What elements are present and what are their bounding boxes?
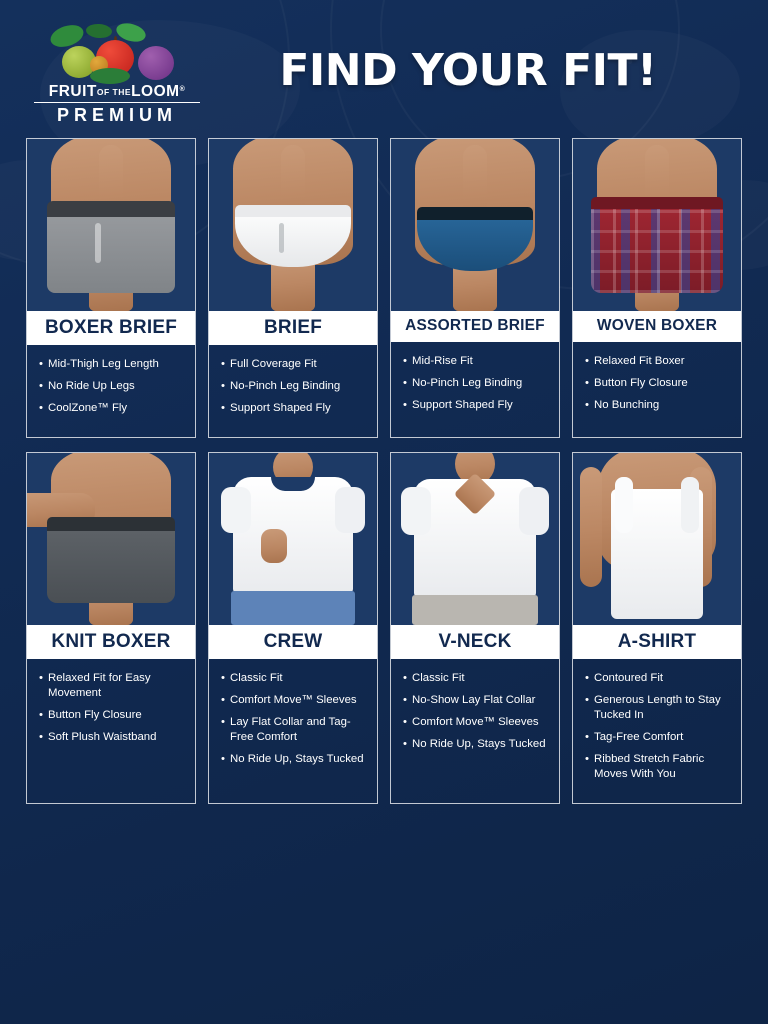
feature-text: Tag-Free Comfort [594,731,684,744]
feature-item [585,730,731,745]
feature-text: Support Shaped Fly [412,398,513,411]
product-photo-assorted-brief [391,139,559,311]
feature-item [585,671,731,686]
product-photo-crew [209,453,377,625]
product-photo-woven-boxer [573,139,741,311]
feature-text: Mid-Thigh Leg Length [48,358,159,370]
feature-text: Relaxed Fit Boxer [594,354,685,367]
feature-item [221,715,367,745]
bullet-icon: • [221,358,225,370]
feature-list-v-neck [391,659,559,803]
fit-label-a-shirt: A-SHIRT [573,625,741,659]
feature-item [403,398,549,413]
fit-label-knit-boxer: KNIT BOXER [27,625,195,659]
feature-item [585,376,731,391]
bullet-icon: • [39,731,43,744]
brand-logo [22,24,212,125]
feature-list-a-shirt [573,659,741,803]
page-header [0,0,768,138]
product-photo-brief [209,139,377,311]
product-photo-a-shirt [573,453,741,625]
fit-label-brief: BRIEF [209,311,377,345]
feature-text: No Ride Up Legs [48,380,135,393]
feature-item [221,671,367,686]
bullet-icon: • [39,709,43,722]
bullet-icon: • [585,672,589,685]
fit-label-assorted-brief: ASSORTED BRIEF [391,311,559,342]
feature-text: Soft Plush Waistband [48,731,157,744]
feature-text: Support Shaped Fly [230,402,331,415]
feature-text: Classic Fit [412,672,465,685]
feature-item [39,708,185,723]
fit-card-woven-boxer[interactable] [572,138,742,438]
feature-list-crew [209,659,377,803]
feature-text: Classic Fit [230,672,283,685]
bullet-icon: • [585,694,589,707]
feature-text: No Ride Up, Stays Tucked [230,753,364,766]
brand-divider [34,102,200,103]
feature-text: Relaxed Fit for Easy Movement [48,672,151,700]
brand-name-ofthe: OF THE [96,86,132,97]
feature-item [39,730,185,745]
feature-item [403,354,549,369]
feature-item [221,693,367,708]
bullet-icon: • [403,694,407,707]
fit-card-assorted-brief[interactable] [390,138,560,438]
bullet-icon: • [585,731,589,744]
feature-item [221,401,367,416]
feature-item [403,671,549,686]
bullet-icon: • [403,354,407,367]
fit-label-v-neck: V-NECK [391,625,559,659]
bullet-icon: • [221,402,225,415]
feature-text: Full Coverage Fit [230,358,317,370]
feature-item [403,737,549,752]
feature-text: No Ride Up, Stays Tucked [412,738,546,751]
feature-text: No-Pinch Leg Binding [412,376,523,389]
feature-text: Mid-Rise Fit [412,354,473,367]
feature-text: No-Show Lay Flat Collar [412,694,536,707]
feature-item [403,376,549,391]
feature-item [585,693,731,723]
brand-registered-mark: ® [179,85,186,93]
fit-card-grid [0,138,768,804]
bullet-icon: • [403,376,407,389]
bullet-icon: • [403,716,407,729]
brand-name [22,84,212,100]
product-photo-knit-boxer [27,453,195,625]
feature-text: Button Fly Closure [48,709,142,722]
bullet-icon: • [39,672,43,685]
feature-item [221,379,367,394]
feature-text: Contoured Fit [594,672,664,685]
feature-list-woven-boxer [573,342,741,438]
bullet-icon: • [221,380,225,393]
product-photo-boxer-brief [27,139,195,311]
bullet-icon: • [39,358,43,370]
feature-text: Ribbed Stretch Fabric Moves With You [594,753,705,781]
feature-list-assorted-brief [391,342,559,438]
fit-label-woven-boxer: WOVEN BOXER [573,311,741,342]
bullet-icon: • [221,672,225,685]
feature-list-brief [209,345,377,437]
product-photo-v-neck [391,453,559,625]
bullet-icon: • [403,672,407,685]
fit-card-crew[interactable] [208,452,378,804]
fit-card-boxer-brief[interactable] [26,138,196,438]
feature-item [403,715,549,730]
feature-item [585,354,731,369]
feature-item [403,693,549,708]
feature-item [39,357,185,372]
feature-text: Button Fly Closure [594,376,688,389]
bullet-icon: • [585,753,589,766]
feature-text: Generous Length to Stay Tucked In [594,694,721,722]
feature-text: No Bunching [594,398,660,411]
bullet-icon: • [39,402,43,415]
feature-text: Comfort Move™ Sleeves [230,694,357,707]
bullet-icon: • [39,380,43,393]
bullet-icon: • [585,398,589,411]
feature-item [39,401,185,416]
bullet-icon: • [403,398,407,411]
bullet-icon: • [403,738,407,751]
brand-name-loom: LOOM [131,82,180,100]
feature-text: No-Pinch Leg Binding [230,380,341,393]
fit-card-a-shirt[interactable] [572,452,742,804]
fit-card-brief[interactable] [208,138,378,438]
feature-item [221,357,367,372]
bullet-icon: • [585,376,589,389]
feature-text: Lay Flat Collar and Tag-Free Comfort [230,716,351,744]
page-title: FIND YOUR FIT! [279,44,657,96]
bullet-icon: • [221,753,225,766]
feature-item [585,398,731,413]
feature-list-knit-boxer [27,659,195,803]
fruit-cluster-icon [42,24,192,82]
brand-premium-label: PREMIUM [57,105,177,126]
fit-card-knit-boxer[interactable] [26,452,196,804]
bullet-icon: • [221,716,225,729]
bullet-icon: • [585,354,589,367]
fit-label-crew: CREW [209,625,377,659]
fit-label-boxer-brief: BOXER BRIEF [27,311,195,345]
fit-card-v-neck[interactable] [390,452,560,804]
feature-item [585,752,731,782]
feature-text: Comfort Move™ Sleeves [412,716,539,729]
brand-name-fruit: FRUIT [48,82,97,100]
feature-item [221,752,367,767]
feature-list-boxer-brief [27,345,195,437]
bullet-icon: • [221,694,225,707]
feature-item [39,671,185,701]
feature-text: CoolZone™ Fly [48,402,128,415]
feature-item [39,379,185,394]
